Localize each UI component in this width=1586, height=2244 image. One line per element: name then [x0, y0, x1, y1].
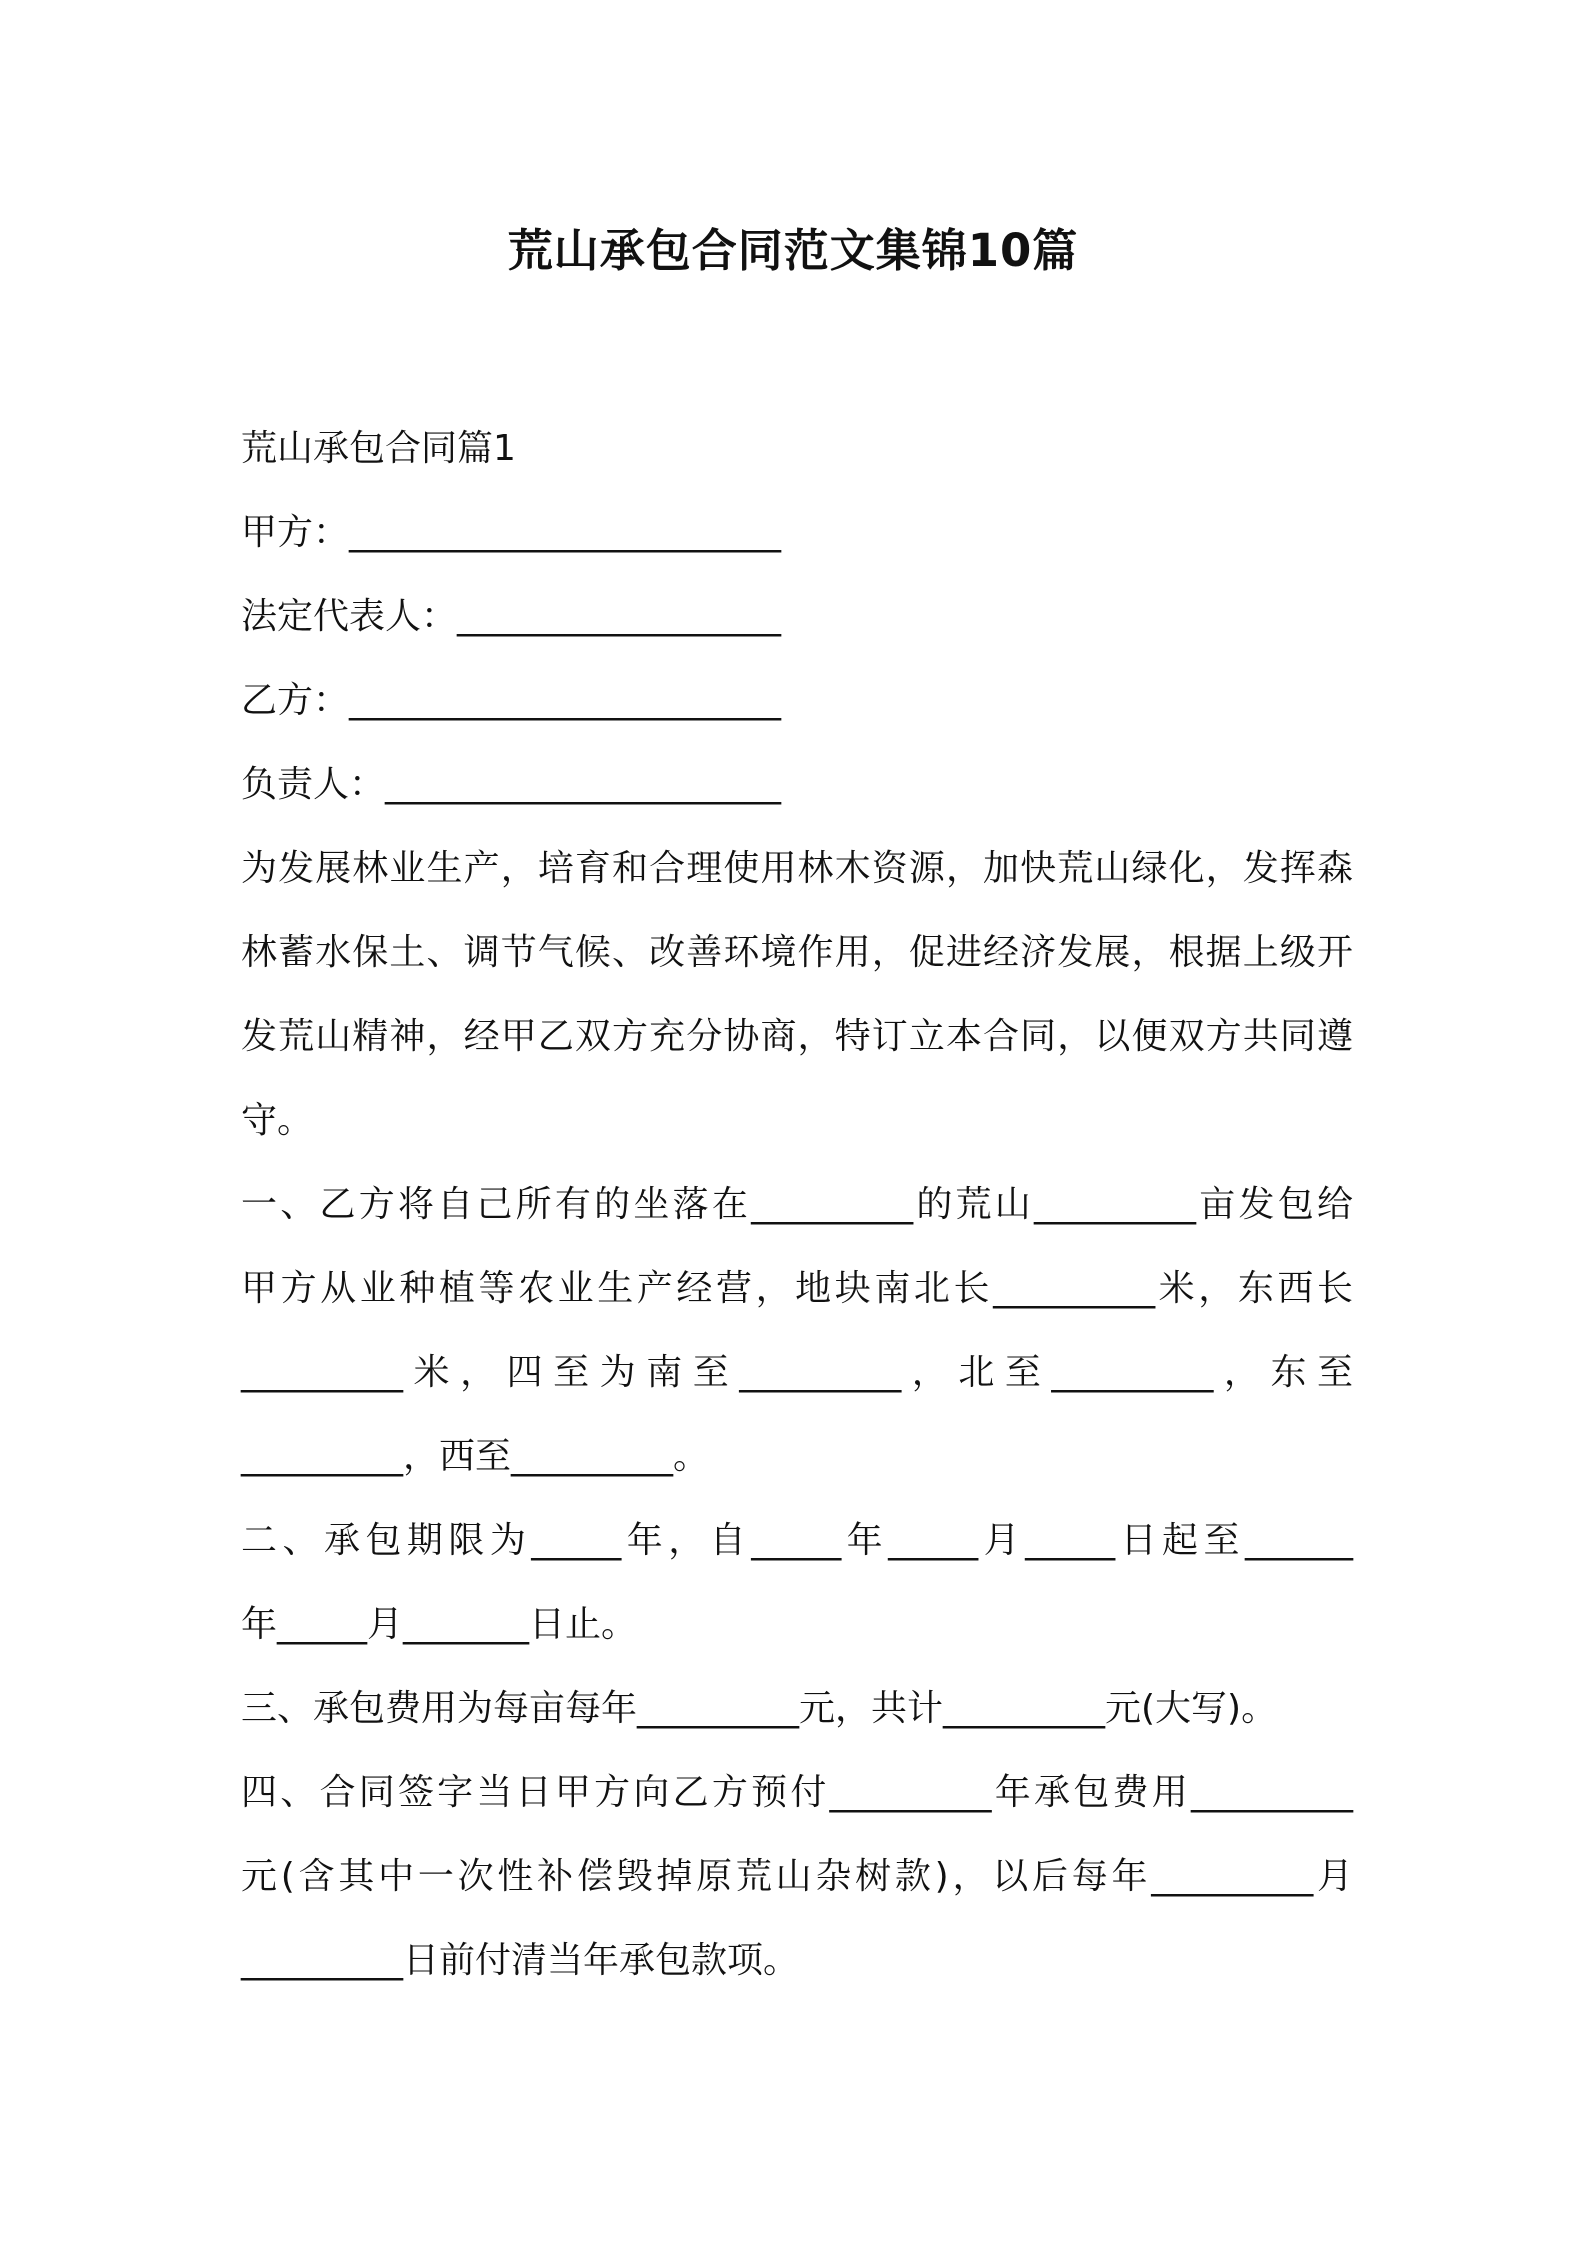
preamble-line: 守。: [241, 1100, 314, 1141]
clause-1-line: 甲方从业种植等农业生产经营，地块南北长_________米，东西长: [241, 1268, 1353, 1309]
clause-3-line: 三、承包费用为每亩每年_________元，共计_________元(大写)。: [241, 1688, 1278, 1729]
section-heading: 荒山承包合同篇1: [241, 428, 516, 469]
document-body: [241, 407, 1353, 2003]
clause-1-line: _________米，四至为南至_________，北至_________，东至: [241, 1352, 1353, 1393]
clause-1-line: 一、乙方将自己所有的坐落在_________的荒山_________亩发包给: [241, 1184, 1353, 1225]
party-b-field: 乙方：________________________: [241, 680, 782, 721]
party-a-field: 甲方：________________________: [241, 512, 782, 553]
preamble-line: 发荒山精神，经甲乙双方充分协商，特订立本合同，以便双方共同遵: [241, 1016, 1353, 1057]
responsible-person-field: 负责人：______________________: [241, 764, 782, 805]
clause-4-line: _________日前付清当年承包款项。: [241, 1940, 800, 1981]
clause-1-line: _________，西至_________。: [241, 1436, 710, 1477]
clause-2-line: 年_____月_______日止。: [241, 1604, 638, 1645]
clause-2-line: 二、承包期限为_____年，自_____年_____月_____日起至______: [241, 1520, 1353, 1561]
document-title: 荒山承包合同范文集锦10篇: [507, 224, 1079, 277]
preamble-line: 林蓄水保土、调节气候、改善环境作用，促进经济发展，根据上级开: [241, 932, 1353, 973]
legal-representative-field: 法定代表人：__________________: [241, 596, 782, 637]
clause-4-line: 四、合同签字当日甲方向乙方预付_________年承包费用_________: [241, 1772, 1353, 1813]
preamble-line: 为发展林业生产，培育和合理使用林木资源，加快荒山绿化，发挥森: [241, 848, 1353, 889]
clause-4-line: 元(含其中一次性补偿毁掉原荒山杂树款)，以后每年_________月: [241, 1856, 1353, 1897]
